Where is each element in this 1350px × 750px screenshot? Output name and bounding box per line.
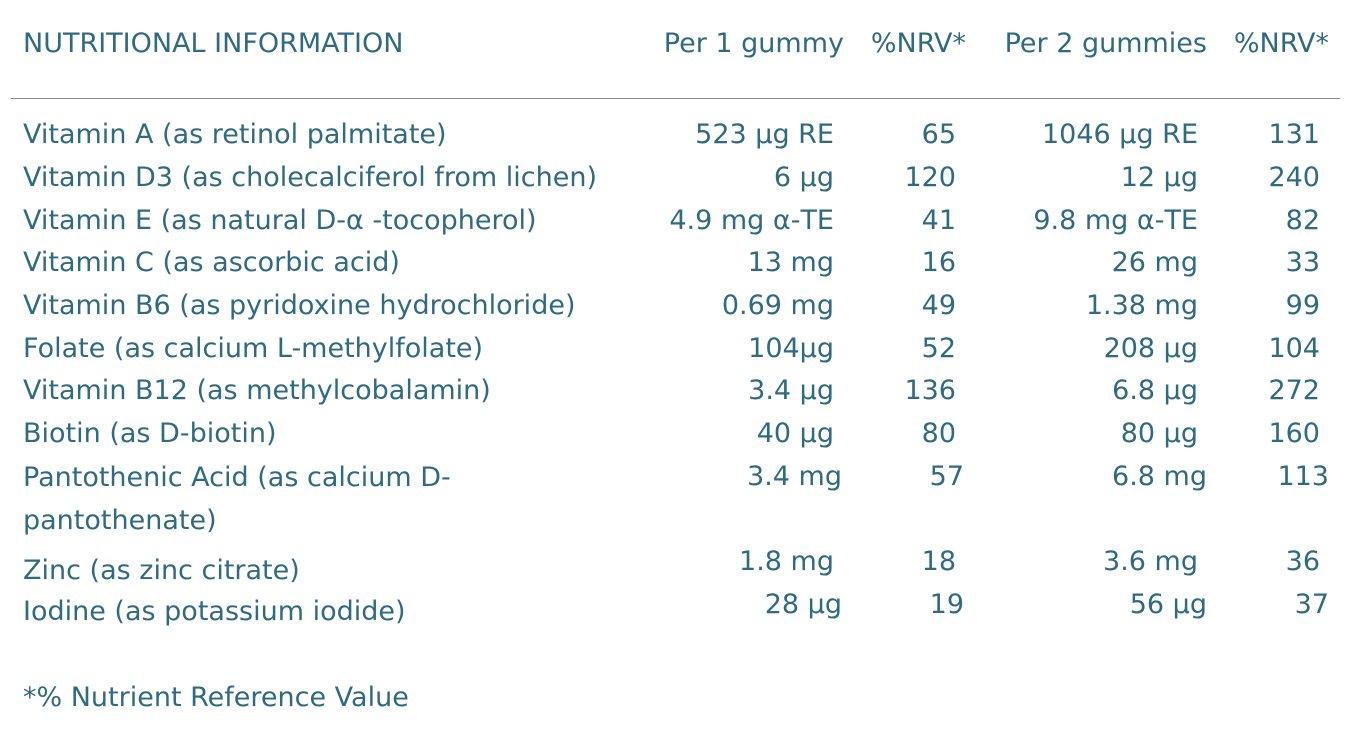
per-2-gummies-value: 6.8 mg xyxy=(1112,461,1207,492)
nrv-1-value: 57 xyxy=(929,461,964,492)
per-1-gummy-value: 4.9 mg α-TE xyxy=(669,205,834,236)
column-header-per-1-gummy: Per 1 gummy xyxy=(663,28,844,59)
nrv-1-value: 19 xyxy=(929,589,964,620)
nutrient-name: Iodine (as potassium iodide) xyxy=(23,596,406,627)
table-row xyxy=(0,413,1350,455)
per-2-gummies-value: 208 µg xyxy=(1103,333,1198,364)
nrv-1-value: 18 xyxy=(921,546,956,577)
table-row xyxy=(0,114,1350,156)
nrv-1-value: 80 xyxy=(921,418,956,449)
nutrient-name: Folate (as calcium L-methylfolate) xyxy=(23,333,484,364)
per-2-gummies-value: 3.6 mg xyxy=(1103,546,1198,577)
per-1-gummy-value: 3.4 mg xyxy=(747,461,842,492)
table-row xyxy=(0,285,1350,327)
nrv-1-value: 136 xyxy=(904,375,956,406)
table-row xyxy=(0,328,1350,370)
nrv-2-value: 82 xyxy=(1285,205,1320,236)
nrv-1-value: 65 xyxy=(921,119,956,150)
nrv-2-value: 37 xyxy=(1294,589,1329,620)
nrv-1-value: 52 xyxy=(921,333,956,364)
per-1-gummy-value: 523 µg RE xyxy=(695,119,834,150)
per-2-gummies-value: 26 mg xyxy=(1111,247,1198,278)
table-row xyxy=(0,591,1350,633)
nrv-2-value: 36 xyxy=(1285,546,1320,577)
nrv-1-value: 16 xyxy=(921,247,956,278)
per-2-gummies-value: 12 µg xyxy=(1120,162,1198,193)
per-2-gummies-value: 9.8 mg α-TE xyxy=(1033,205,1198,236)
nutrient-name: Vitamin B6 (as pyridoxine hydrochloride) xyxy=(23,290,576,321)
column-header-per-2-gummies: Per 2 gummies xyxy=(1004,28,1207,59)
nrv-footnote: *% Nutrient Reference Value xyxy=(23,682,409,713)
nrv-2-value: 272 xyxy=(1268,375,1320,406)
nutrient-name: Vitamin A (as retinol palmitate) xyxy=(23,119,447,150)
table-row xyxy=(0,456,1350,542)
nrv-1-value: 49 xyxy=(921,290,956,321)
nutrient-name: Vitamin E (as natural D-α -tocopherol) xyxy=(23,205,537,236)
per-1-gummy-value: 104µg xyxy=(748,333,834,364)
per-1-gummy-value: 28 µg xyxy=(764,589,842,620)
per-2-gummies-value: 56 µg xyxy=(1129,589,1207,620)
per-1-gummy-value: 13 mg xyxy=(747,247,834,278)
nutrient-name: Vitamin C (as ascorbic acid) xyxy=(23,247,400,278)
nrv-2-value: 160 xyxy=(1268,418,1320,449)
per-1-gummy-value: 6 µg xyxy=(773,162,834,193)
per-1-gummy-value: 40 µg xyxy=(756,418,834,449)
nrv-1-value: 41 xyxy=(921,205,956,236)
table-row xyxy=(0,200,1350,242)
nrv-2-value: 104 xyxy=(1268,333,1320,364)
table-title: NUTRITIONAL INFORMATION xyxy=(23,28,404,59)
per-2-gummies-value: 1.38 mg xyxy=(1085,290,1198,321)
nutrient-name: Pantothenic Acid (as calcium D-pantothenate) xyxy=(23,462,451,536)
nrv-2-value: 99 xyxy=(1285,290,1320,321)
table-row xyxy=(0,242,1350,284)
nutrient-name: Biotin (as D-biotin) xyxy=(23,418,277,449)
column-header-nrv-2: %NRV* xyxy=(1233,28,1329,59)
header-divider xyxy=(11,98,1340,99)
nrv-2-value: 240 xyxy=(1268,162,1320,193)
nrv-1-value: 120 xyxy=(904,162,956,193)
nutrient-name: Zinc (as zinc citrate) xyxy=(23,555,300,586)
per-1-gummy-value: 3.4 µg xyxy=(748,375,834,406)
nrv-2-value: 33 xyxy=(1285,247,1320,278)
per-1-gummy-value: 1.8 mg xyxy=(739,546,834,577)
nrv-2-value: 113 xyxy=(1277,461,1329,492)
per-2-gummies-value: 6.8 µg xyxy=(1112,375,1198,406)
table-row xyxy=(0,370,1350,412)
nrv-2-value: 131 xyxy=(1268,119,1320,150)
nutrient-name: Vitamin B12 (as methylcobalamin) xyxy=(23,375,491,406)
nutrient-name: Vitamin D3 (as cholecalciferol from lichen) xyxy=(23,162,597,193)
column-header-nrv-1: %NRV* xyxy=(870,28,966,59)
per-2-gummies-value: 80 µg xyxy=(1120,418,1198,449)
per-1-gummy-value: 0.69 mg xyxy=(721,290,834,321)
per-2-gummies-value: 1046 µg RE xyxy=(1041,119,1198,150)
table-row xyxy=(0,157,1350,199)
